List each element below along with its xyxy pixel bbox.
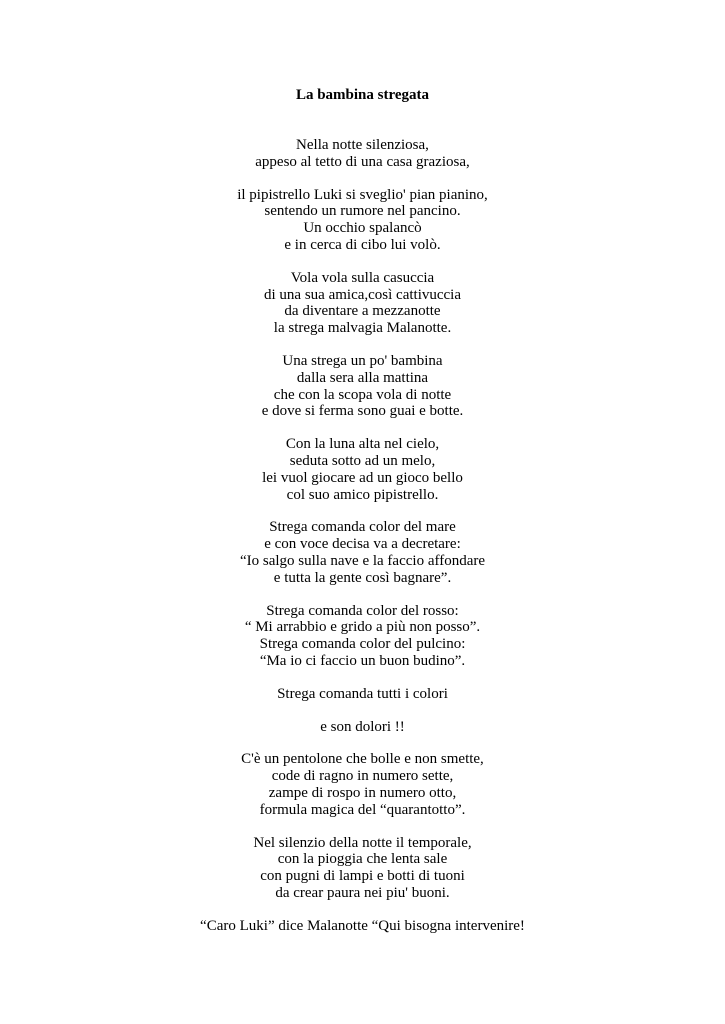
poem-line: “Ma io ci faccio un buon budino”.	[259, 652, 466, 669]
poem-line: zampe di rospo in numero otto,	[268, 784, 457, 801]
stanza	[0, 719, 725, 736]
poem-line: code di ragno in numero sette,	[271, 768, 454, 785]
poem-line: “ Mi arrabbio e grido a più non posso”.	[244, 619, 481, 636]
poem-line: e dove si ferma sono guai e botte.	[261, 403, 464, 420]
stanza	[0, 137, 725, 171]
stanza	[0, 436, 725, 503]
poem-line: e tutta la gente così bagnare”.	[273, 569, 452, 586]
poem-line: Vola vola sulla casuccia	[290, 269, 435, 286]
poem-line: di una sua amica,così cattivuccia	[264, 286, 461, 303]
poem-line: il pipistrello Luki si sveglio' pian pianino,	[237, 186, 488, 203]
poem-line: “Io salgo sulla nave e la faccio affondare	[239, 552, 486, 569]
stanza	[0, 270, 725, 337]
poem-body	[0, 137, 725, 950]
stanza	[0, 519, 725, 586]
poem-line: con la pioggia che lenta sale	[277, 851, 448, 868]
poem-line: Con la luna alta nel cielo,	[285, 436, 440, 453]
poem-line: Una strega un po' bambina	[282, 352, 443, 369]
poem-line: C'è un pentolone che bolle e non smette,	[241, 751, 484, 768]
poem-line: la strega malvagia Malanotte.	[273, 320, 452, 337]
poem-line: Strega comanda tutti i colori	[277, 685, 448, 702]
poem-line: col suo amico pipistrello.	[286, 486, 439, 503]
stanza	[0, 187, 725, 254]
poem-line: e son dolori !!	[320, 718, 405, 735]
poem-line: seduta sotto ad un melo,	[289, 452, 436, 469]
poem-title: La bambina stregata	[295, 87, 430, 103]
poem-line: e in cerca di cibo lui volò.	[284, 236, 441, 253]
stanza	[0, 918, 725, 935]
poem-line: sentendo un rumore nel pancino.	[264, 203, 461, 220]
poem-line: Nella notte silenziosa,	[296, 137, 429, 153]
poem-line: Un occhio spalancò	[303, 220, 422, 237]
poem-line: Strega comanda color del pulcino:	[259, 636, 466, 653]
stanza	[0, 751, 725, 818]
poem-line: Strega comanda color del rosso:	[266, 602, 459, 619]
poem-line: Strega comanda color del mare	[269, 519, 456, 536]
poem-line: e con voce decisa va a decretare:	[264, 536, 461, 553]
poem-line: formula magica del “quarantotto”.	[259, 801, 466, 818]
poem-line: con pugni di lampi e botti di tuoni	[260, 868, 465, 885]
poem-line: Nel silenzio della notte il temporale,	[253, 834, 472, 851]
poem-line: appeso al tetto di una casa graziosa,	[255, 153, 470, 170]
stanza	[0, 353, 725, 420]
stanza	[0, 603, 725, 670]
stanza	[0, 686, 725, 703]
poem-line: dalla sera alla mattina	[296, 369, 429, 386]
poem-line: “Caro Luki” dice Malanotte “Qui bisogna intervenire!	[200, 917, 525, 934]
poem-line: da crear paura nei piu' buoni.	[275, 884, 450, 901]
poem-line: da diventare a mezzanotte	[284, 303, 441, 320]
poem-line: lei vuol giocare ad un gioco bello	[262, 469, 463, 486]
stanza	[0, 835, 725, 902]
poem-line: che con la scopa vola di notte	[273, 386, 452, 403]
